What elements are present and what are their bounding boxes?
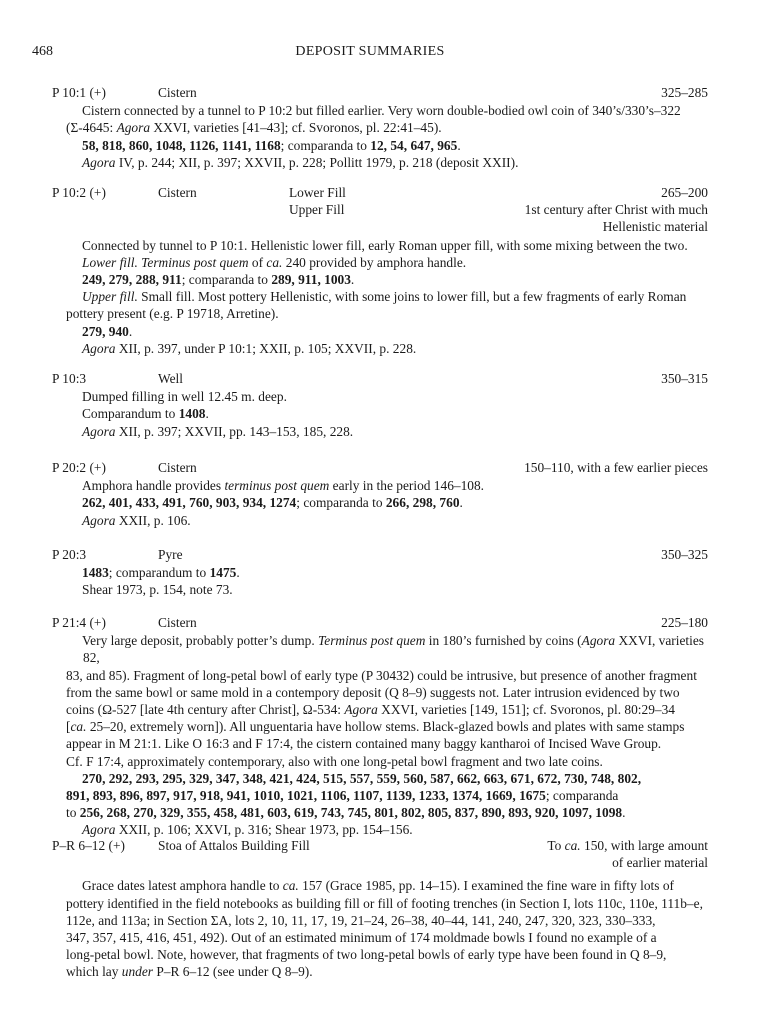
catalogue-line: 58, 818, 860, 1048, 1126, 1141, 1168; comparanda to 12, 54, 647, 965. xyxy=(82,137,461,153)
text-line: long-petal bowl. Note, however, that fragments of two long-petal bowls of early type have been found in Q 8–9, xyxy=(66,947,667,963)
deposit-body xyxy=(16,237,708,357)
deposit-body xyxy=(16,388,708,440)
text-line: [ca. 25–20, extremely worn]). All unguentaria have hollow stems. Black-glazed bowls and plates with same stamps xyxy=(66,719,685,735)
text-line: Lower fill. Terminus post quem of ca. 240 provided by amphora handle. xyxy=(82,254,467,270)
catalogue-line: 262, 401, 433, 491, 760, 903, 934, 1274; comparanda to 266, 298, 760. xyxy=(82,495,463,511)
text-line: (Σ-4645: Agora XXVI, varieties [41–43]; cf. Svoronos, pl. 22:41–45). xyxy=(66,120,442,136)
deposit-body xyxy=(16,477,708,529)
deposit-heading xyxy=(52,184,708,201)
bibliography-line: Agora XXII, p. 106. xyxy=(82,512,191,528)
text-line: 347, 357, 415, 416, 451, 492). Out of an estimated minimum of 174 moldmade bowls I found no example of a xyxy=(66,929,657,945)
deposit-id: P 10:2 (+) xyxy=(52,185,106,200)
deposit-pr-6-12 xyxy=(52,837,708,981)
deposit-body xyxy=(16,564,708,598)
deposit-p10-3 xyxy=(52,370,708,440)
text-line: 112e, and 113a; in Section ΣA, lots 2, 10, 11, 17, 19, 21–24, 26–38, 40–44, 141, 240, 247, 320, 323, 330–333, xyxy=(66,912,656,928)
deposit-date: 1st century after Christ with much xyxy=(524,202,708,218)
text-line: 83, and 85). Fragment of long-petal bowl of early type (P 30432) could be intrusive, but presence of another fragment xyxy=(66,667,697,683)
deposit-p10-1 xyxy=(52,84,708,171)
deposit-body xyxy=(16,632,708,838)
text-line: appear in M 21:1. Like O 16:3 and F 17:4, the cistern contained many baggy kantharoi of Incised Wave Group. xyxy=(66,736,662,752)
deposit-heading xyxy=(52,459,708,476)
deposit-type: Well xyxy=(158,371,183,386)
deposit-date: To ca. 150, with large amount xyxy=(547,838,708,853)
bibliography-line: Agora XII, p. 397, under P 10:1; XXII, p. 105; XXVII, p. 228. xyxy=(82,340,417,356)
deposit-heading-2 xyxy=(52,854,708,871)
bibliography-line: Agora XII, p. 397; XXVII, pp. 143–153, 185, 228. xyxy=(82,423,354,439)
deposit-id: P 10:1 (+) xyxy=(52,85,106,100)
text-line: Upper fill. Small fill. Most pottery Hellenistic, with some joins to lower fill, but a few fragments of early Roman xyxy=(82,289,687,305)
text-line: Grace dates latest amphora handle to ca. 157 (Grace 1985, pp. 14–15). I examined the fine ware in fifty lots of xyxy=(82,878,674,894)
text-line: Dumped filling in well 12.45 m. deep. xyxy=(82,389,287,405)
running-head: DEPOSIT SUMMARIES xyxy=(295,44,445,59)
deposit-type: Cistern xyxy=(158,85,197,100)
page-header xyxy=(32,44,708,64)
catalogue-line: 249, 279, 288, 911; comparanda to 289, 911, 1003. xyxy=(82,271,355,287)
text-line: Cf. F 17:4, approximately contemporary, also with one long-petal bowl fragment and two late coins. xyxy=(66,753,603,769)
catalogue-line: 891, 893, 896, 897, 917, 918, 941, 1010, 1021, 1106, 1107, 1139, 1233, 1374, 1669, 1675; comparanda xyxy=(66,788,619,804)
deposit-id: P–R 6–12 (+) xyxy=(52,838,126,853)
deposit-date: 225–180 xyxy=(661,615,708,630)
catalogue-line: 1483; comparandum to 1475. xyxy=(82,565,240,581)
catalogue-line: to 256, 268, 270, 329, 355, 458, 481, 603, 619, 743, 745, 801, 802, 805, 837, 890, 893, 920, 1097, 1098. xyxy=(66,805,626,821)
deposit-heading xyxy=(52,837,708,854)
fill-name: Lower Fill xyxy=(289,185,346,200)
deposit-date: 350–315 xyxy=(661,371,708,386)
deposit-heading-upper xyxy=(52,201,708,218)
deposit-id: P 20:2 (+) xyxy=(52,460,106,475)
deposit-heading xyxy=(52,614,708,631)
deposit-id: P 10:3 xyxy=(52,371,87,386)
deposit-type: Cistern xyxy=(158,460,197,475)
bibliography-line: Agora XXII, p. 106; XXVI, p. 316; Shear 1973, pp. 154–156. xyxy=(82,822,413,838)
deposit-date: 265–200 xyxy=(661,185,708,200)
deposit-date: 350–325 xyxy=(661,547,708,562)
text-line: Connected by tunnel to P 10:1. Hellenistic lower fill, early Roman upper fill, with some mixing between the two. xyxy=(82,237,688,253)
deposit-body xyxy=(16,102,708,171)
text-line: which lay under P–R 6–12 (see under Q 8–9). xyxy=(66,964,313,980)
deposit-date: Hellenistic material xyxy=(602,219,708,235)
deposit-p21-4 xyxy=(52,614,708,839)
deposit-heading xyxy=(52,84,708,101)
deposit-p20-2 xyxy=(52,459,708,529)
deposit-type: Cistern xyxy=(158,615,197,630)
text-line: Comparandum to 1408. xyxy=(82,406,209,422)
deposit-heading xyxy=(52,546,708,563)
deposit-p20-3 xyxy=(52,546,708,599)
deposit-body xyxy=(16,877,708,980)
text-line: pottery present (e.g. P 19718, Arretine). xyxy=(66,306,279,322)
deposit-id: P 21:4 (+) xyxy=(52,615,106,630)
text-line: Amphora handle provides terminus post quem early in the period 146–108. xyxy=(82,478,485,494)
deposit-heading-upper-2 xyxy=(52,218,708,235)
catalogue-line: 270, 292, 293, 295, 329, 347, 348, 421, 424, 515, 557, 559, 560, 587, 662, 663, 671, 672, 730, 748, 802, xyxy=(82,770,642,786)
text-line: coins (Ω-527 [late 4th century after Christ], Ω-534: Agora XXVI, varieties [149, 151]; cf. Svoronos, pl. 80:29–34 xyxy=(66,702,675,717)
deposit-type: Stoa of Attalos Building Fill xyxy=(158,838,310,853)
page-number: 468 xyxy=(32,44,53,59)
text-line: Very large deposit, probably potter’s dump. Terminus post quem in 180’s furnished by coins (Agora XXVI, varieties 82, xyxy=(82,633,704,666)
deposit-date: 325–285 xyxy=(661,85,708,100)
deposit-p10-2 xyxy=(52,184,708,357)
text-line: from the same bowl or same mold in a contempory deposit (Q 8–9) suggests not. Later intrusion evidenced by two xyxy=(66,684,680,700)
deposit-date: 150–110, with a few earlier pieces xyxy=(524,460,708,475)
fill-name: Upper Fill xyxy=(289,202,345,218)
text-line: Cistern connected by a tunnel to P 10:2 but filled earlier. Very worn double-bodied owl coin of 340’s/330’s–322 xyxy=(82,103,681,119)
deposit-type: Cistern xyxy=(158,185,197,200)
bibliography-line: Agora IV, p. 244; XII, p. 397; XXVII, p. 228; Pollitt 1979, p. 218 (deposit XXII). xyxy=(82,154,519,170)
deposit-heading xyxy=(52,370,708,387)
deposit-id: P 20:3 xyxy=(52,547,87,562)
deposit-date: of earlier material xyxy=(612,855,708,871)
bibliography-line: Shear 1973, p. 154, note 73. xyxy=(82,582,233,598)
deposit-type: Pyre xyxy=(158,547,183,562)
text-line: pottery identified in the field notebooks as building fill or fill of footing trenches (in Section I, lots 110c, 110e, 111b–e, xyxy=(66,895,703,911)
catalogue-line: 279, 940. xyxy=(82,323,133,339)
